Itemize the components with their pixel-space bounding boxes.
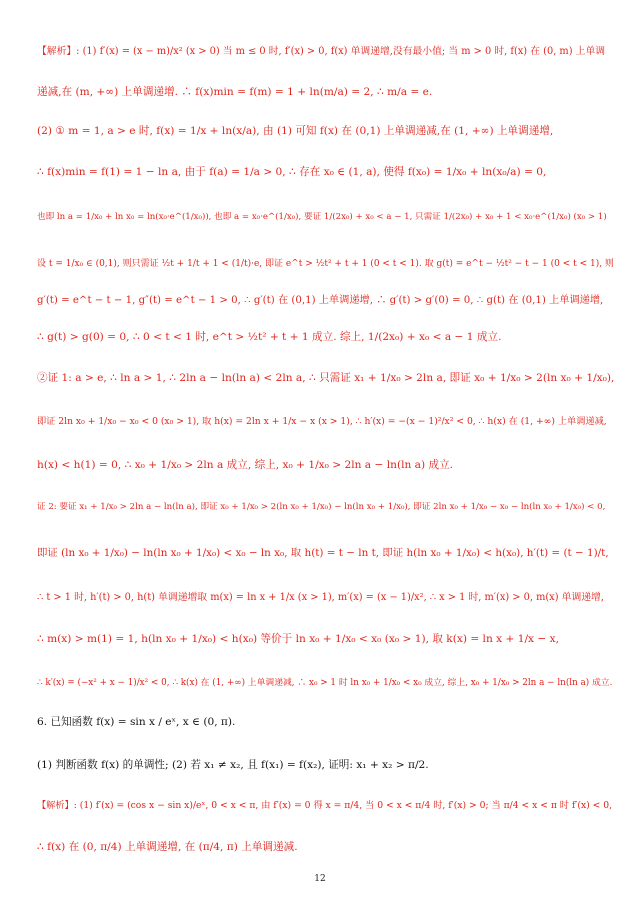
text-line: 也即 ln a = 1/x₀ + ln x₀ = ln(x₀·e^(1/x₀)), 也即 a = x₀·e^(1/x₀), 要证 1/(2x₀) + x₀ < a − 1, 只需证 1/(2x₀) + x₀ + 1 < x₀·e^(1/x₀) (x₀ > 1) — [37, 212, 607, 222]
text-line: 6. 已知函数 f(x) = sin x / eˣ, x ∈ (0, π). — [37, 716, 236, 728]
text-line: ∴ m(x) > m(1) = 1, h(ln x₀ + 1/x₀) < h(x₀) 等价于 ln x₀ + 1/x₀ < x₀ (x₀ > 1), 取 k(x) = ln x + 1/x − x, — [37, 633, 559, 645]
text-line: ∴ k′(x) = (−x² + x − 1)/x² < 0, ∴ k(x) 在 (1, +∞) 上单调递减, ∴ x₀ > 1 时 ln x₀ + 1/x₀ < x₀ 成立, 综上, x₀ + 1/x₀ > 2ln a − ln(ln a) 成立. — [37, 678, 613, 688]
text-line: 【解析】: (1) f′(x) = (x − m)/x² (x > 0) 当 m ≤ 0 时, f′(x) > 0, f(x) 单调递增,没有最小值; 当 m > 0 时, f(x) 在 (0, m) 上单调 — [37, 46, 606, 57]
text-line: ∴ f(x)min = f(1) = 1 − ln a, 由于 f(a) = 1/a > 0, ∴ 存在 x₀ ∈ (1, a), 使得 f(x₀) = 1/x₀ + ln(x₀/a) = 0, — [37, 166, 547, 178]
text-line: g′(t) = e^t − t − 1, g″(t) = e^t − 1 > 0, ∴ g′(t) 在 (0,1) 上单调递增, ∴ g′(t) > g′(0) = 0, ∴ g(t) 在 (0,1) 上单调递增, — [37, 295, 604, 306]
text-line: ∴ t > 1 时, h′(t) > 0, h(t) 单调递增取 m(x) = ln x + 1/x (x > 1), m′(x) = (x − 1)/x², ∴ x > 1 时, m′(x) > 0, m(x) 单调递增, — [37, 592, 604, 603]
text-line: 即证 (ln x₀ + 1/x₀) − ln(ln x₀ + 1/x₀) < x₀ − ln x₀, 取 h(t) = t − ln t, 即证 h(ln x₀ + 1/x₀) < h(x₀), h′(t) = (t − 1)/t, — [37, 547, 609, 559]
text-line: 【解析】: (1) f′(x) = (cos x − sin x)/eˣ, 0 < x < π, 由 f′(x) = 0 得 x = π/4, 当 0 < x < π/4 时, f′(x) > 0; 当 π/4 < x < π 时 f′(x) < 0, — [37, 800, 613, 811]
text-line: 即证 2ln x₀ + 1/x₀ − x₀ < 0 (x₀ > 1), 取 h(x) = 2ln x + 1/x − x (x > 1), ∴ h′(x) = −(x − 1)²/x² < 0, ∴ h(x) 在 (1, +∞) 上单调递减, — [37, 416, 607, 427]
text-line: h(x) < h(1) = 0, ∴ x₀ + 1/x₀ > 2ln a 成立, 综上, x₀ + 1/x₀ > 2ln a − ln(ln a) 成立. — [37, 459, 454, 471]
text-line: (1) 判断函数 f(x) 的单调性; (2) 若 x₁ ≠ x₂, 且 f(x₁) = f(x₂), 证明: x₁ + x₂ > π/2. — [37, 759, 429, 771]
page-number: 12 — [314, 874, 326, 884]
text-line: (2) ① m = 1, a > e 时, f(x) = 1/x + ln(x/a), 由 (1) 可知 f(x) 在 (0,1) 上单调递减,在 (1, +∞) 上单调递增, — [37, 125, 554, 137]
text-line: 递减,在 (m, +∞) 上单调递增. ∴ f(x)min = f(m) = 1 + ln(m/a) = 2, ∴ m/a = e. — [37, 86, 433, 98]
text-line: ∴ f(x) 在 (0, π/4) 上单调递增, 在 (π/4, π) 上单调递减. — [37, 841, 298, 853]
text-line: 设 t = 1/x₀ ∈ (0,1), 则只需证 ½t + 1/t + 1 < (1/t)·e, 即证 e^t > ½t² + t + 1 (0 < t < 1). 取 g(t) = e^t − ½t² − t − 1 (0 < t < 1), 则 — [37, 259, 614, 269]
text-line: 证 2: 要证 x₁ + 1/x₀ > 2ln a − ln(ln a), 即证 x₀ + 1/x₀ > 2(ln x₀ + 1/x₀) − ln(ln x₀ + 1/x₀), 即证 2ln x₀ + 1/x₀ − x₀ − ln(ln x₀ + 1/x₀) < 0, — [37, 502, 606, 512]
text-line: ②证 1: a > e, ∴ ln a > 1, ∴ 2ln a − ln(ln a) < 2ln a, ∴ 只需证 x₁ + 1/x₀ > 2ln a, 即证 x₀ + 1/x₀ > 2(ln x₀ + 1/x₀), — [37, 372, 614, 384]
text-line: ∴ g(t) > g(0) = 0, ∴ 0 < t < 1 时, e^t > ½t² + t + 1 成立. 综上, 1/(2x₀) + x₀ < a − 1 成立. — [37, 331, 502, 343]
